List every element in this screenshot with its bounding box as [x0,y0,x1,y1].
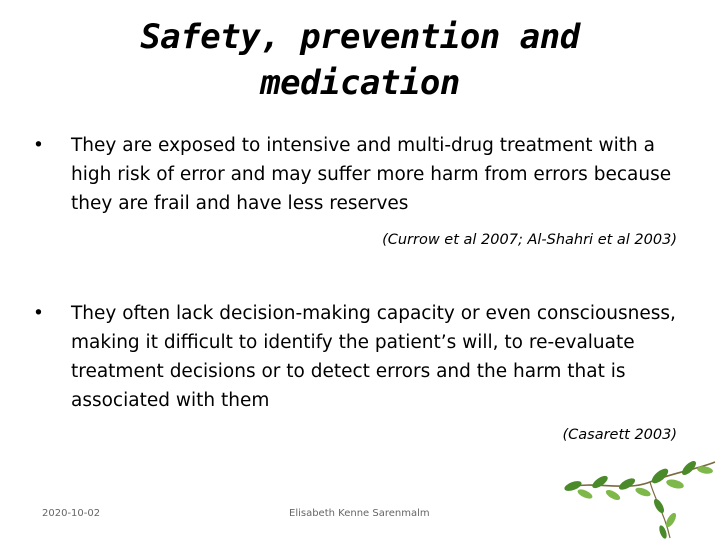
bullet-text: They often lack decision-making capacity or even consciousness, making it difficult to identify the patient’s will, to re-evaluate treatment decisions or to detect errors and the harm that is associated with them [71,303,676,411]
vine-leaves-icon [555,440,720,540]
bullet-symbol: • [33,303,44,324]
bullet-item [33,299,683,415]
bullet-item [33,131,683,218]
citation: (Casarett 2003) [562,427,677,443]
slide-title: Safety, prevention and medication [140,17,580,103]
bullet-text: They are exposed to intensive and multi-drug treatment with a high risk of error and may suffer more harm from errors because they are frail and have less reserves [71,135,672,214]
footer-date: 2020-10-02 [42,508,101,519]
citation: (Currow et al 2007; Al-Shahri et al 2003) [382,232,677,248]
footer-author: Elisabeth Kenne Sarenmalm [289,508,430,519]
bullet-symbol: • [33,135,44,156]
